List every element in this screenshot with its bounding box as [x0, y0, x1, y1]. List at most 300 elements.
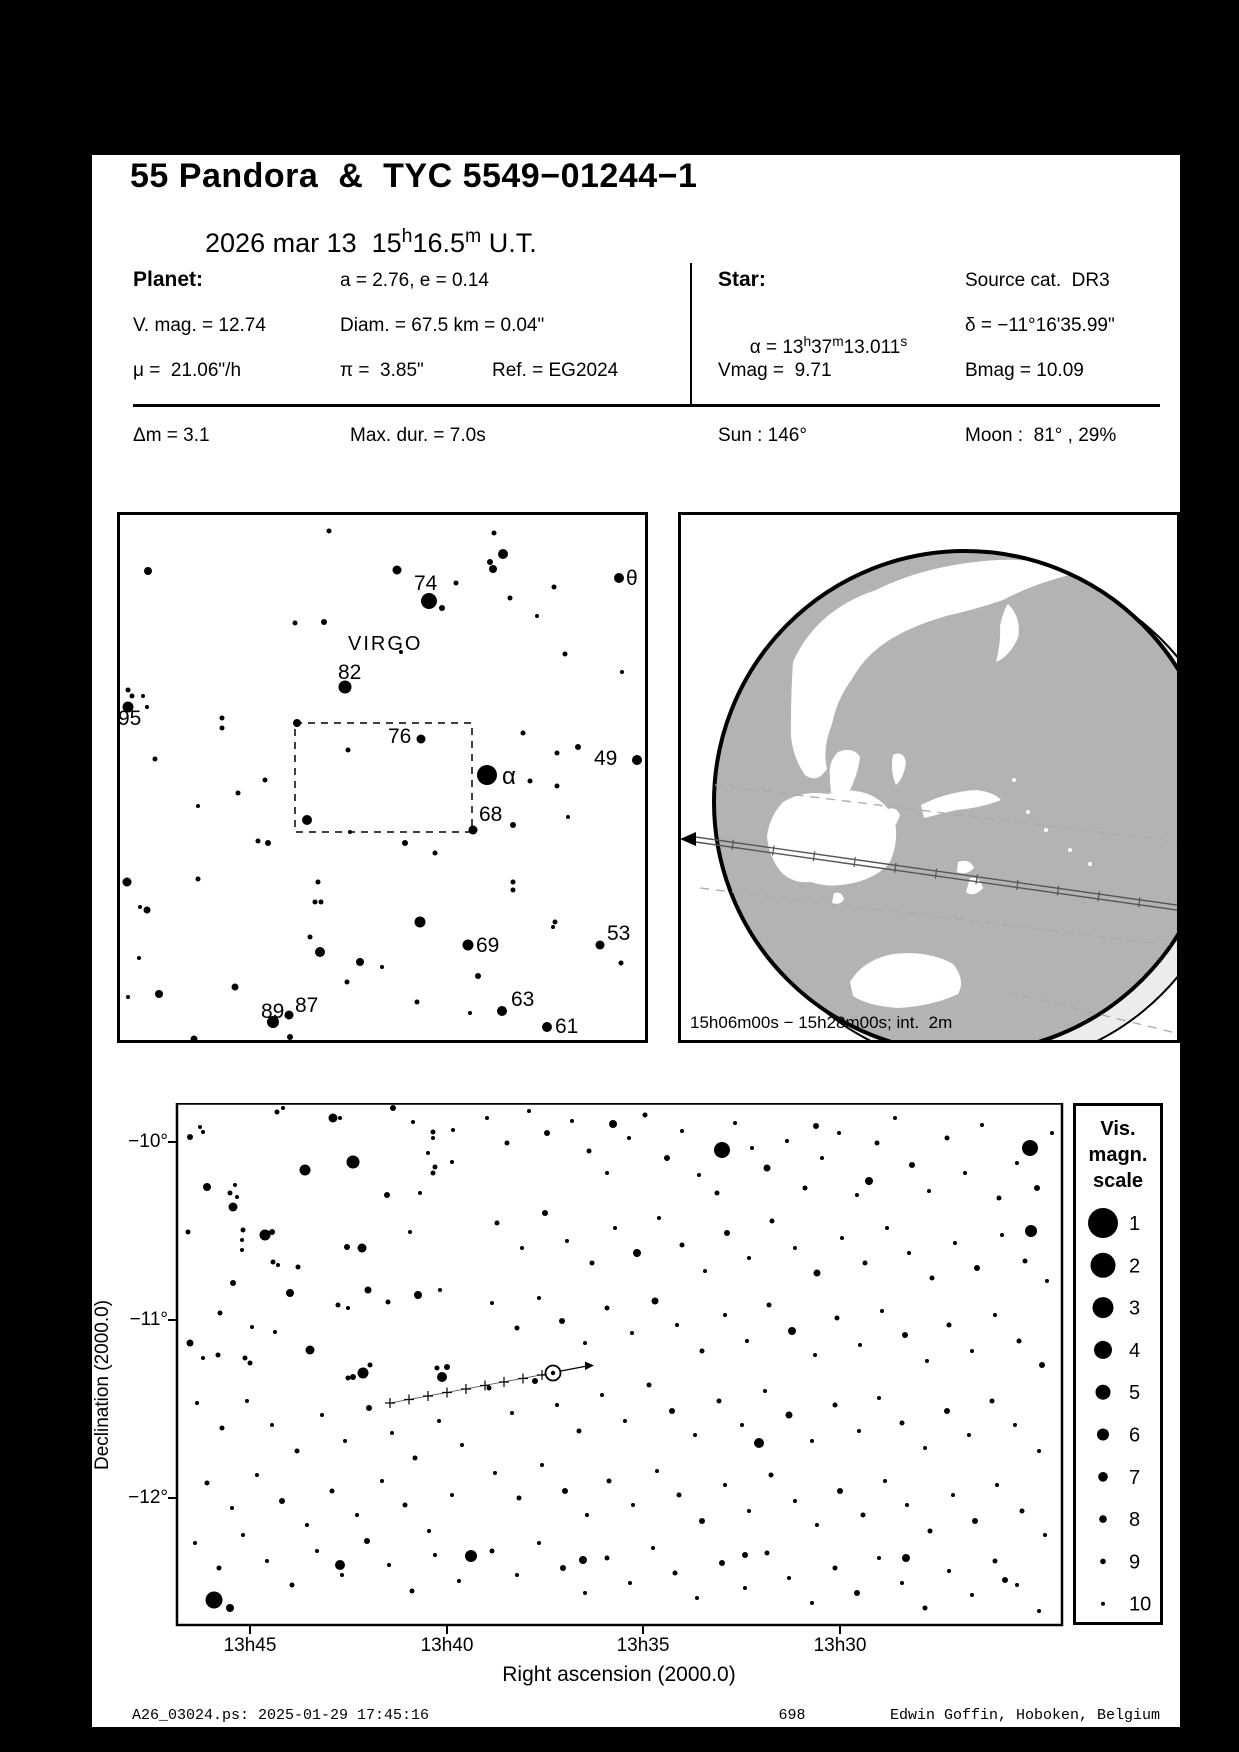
mag-sample-dot	[1101, 1602, 1105, 1606]
star-dot	[475, 973, 481, 979]
x-tick-label: 13h30	[813, 1635, 867, 1656]
field-star	[1034, 1185, 1040, 1191]
field-star	[951, 1493, 955, 1497]
star-dot	[144, 567, 152, 575]
field-star	[697, 1173, 701, 1177]
field-star	[260, 1230, 271, 1241]
mag-sample-label: 10	[1129, 1593, 1152, 1616]
star-dot	[263, 778, 268, 783]
field-star	[426, 1151, 430, 1155]
island	[1026, 810, 1030, 814]
field-star	[647, 1383, 652, 1388]
field-star	[877, 1556, 881, 1560]
field-star	[655, 1469, 659, 1473]
field-star	[669, 1408, 675, 1414]
planet-ref: Ref. = EG2024	[492, 360, 619, 381]
star-dot	[308, 935, 313, 940]
star-dot	[285, 1011, 294, 1020]
ra-part: α = 13	[749, 337, 804, 358]
field-star	[813, 1353, 817, 1357]
minute-sup: m	[465, 225, 482, 248]
star-dot	[552, 585, 557, 590]
field-star	[1015, 1161, 1019, 1165]
mag-sample-label: 8	[1129, 1509, 1141, 1532]
field-star	[1002, 1577, 1008, 1583]
star-label: 49	[594, 747, 618, 770]
field-star	[243, 1356, 248, 1361]
field-star	[583, 1591, 587, 1595]
star-dot	[346, 748, 351, 753]
field-star	[680, 1243, 685, 1248]
planet-mu: μ = 21.06"/h	[133, 360, 242, 381]
field-star	[296, 1265, 301, 1270]
mag-scale-title: scale	[1092, 1170, 1144, 1192]
field-star	[583, 1341, 587, 1345]
field-star	[970, 1349, 974, 1353]
star-dot	[319, 900, 324, 905]
field-star	[815, 1523, 819, 1527]
star-dot	[356, 958, 364, 966]
field-star	[390, 1105, 396, 1111]
y-tick-label: −11°	[129, 1309, 168, 1330]
event-maxdur: Max. dur. = 7.0s	[350, 425, 486, 446]
star-label: 68	[479, 803, 503, 826]
field-star	[750, 1146, 754, 1150]
event-sun: Sun : 146°	[718, 425, 807, 446]
field-star	[315, 1549, 319, 1553]
star-dot	[489, 565, 497, 573]
field-star	[485, 1116, 489, 1120]
star-dot	[144, 907, 151, 914]
y-axis-title: Declination (2000.0)	[92, 1299, 113, 1471]
star-dot	[196, 804, 200, 808]
star-dot	[555, 751, 560, 756]
field-star	[343, 1439, 347, 1443]
field-star	[803, 1186, 808, 1191]
field-star	[902, 1554, 910, 1562]
field-star	[814, 1270, 821, 1277]
hour-sup: h	[401, 225, 413, 248]
field-star	[350, 1374, 356, 1380]
ra-m-sup: m	[832, 334, 844, 350]
field-star	[457, 1579, 461, 1583]
field-star	[673, 1571, 678, 1576]
field-star	[837, 1488, 843, 1494]
field-star	[630, 1331, 634, 1335]
field-star	[579, 1556, 587, 1564]
mag-sample-dot	[1091, 1253, 1116, 1278]
field-star	[187, 1134, 193, 1140]
field-star	[366, 1405, 372, 1411]
field-star	[384, 1192, 390, 1198]
field-star	[902, 1332, 908, 1338]
field-star	[435, 1366, 440, 1371]
field-star	[329, 1114, 338, 1123]
field-star	[245, 1399, 249, 1403]
island	[1068, 848, 1072, 852]
field-star	[562, 1488, 568, 1494]
ra-part: 13.011	[843, 337, 901, 358]
field-star	[993, 1313, 997, 1317]
field-star	[344, 1244, 350, 1250]
field-star	[693, 1433, 697, 1437]
star-dot	[521, 731, 526, 736]
field-star	[833, 1403, 838, 1408]
field-star	[1013, 1423, 1017, 1427]
field-star	[240, 1238, 244, 1242]
field-star	[431, 1171, 436, 1176]
field-star	[990, 1399, 995, 1404]
star-dot	[402, 840, 408, 846]
field-star	[195, 1401, 199, 1405]
mag-sample-label: 3	[1129, 1297, 1141, 1320]
star-dot	[415, 917, 426, 928]
field-star	[763, 1389, 767, 1393]
field-star	[465, 1550, 477, 1562]
mag-sample-dot	[1096, 1385, 1111, 1400]
field-star	[250, 1325, 254, 1329]
star-dot	[511, 880, 516, 885]
field-star	[248, 1361, 253, 1366]
field-star	[217, 1566, 222, 1571]
field-star	[995, 1483, 999, 1487]
planet-orbit: a = 2.76, e = 0.14	[340, 270, 489, 291]
field-star	[724, 1230, 730, 1236]
field-star	[555, 1403, 559, 1407]
star-chart	[117, 512, 648, 1043]
field-star	[664, 1155, 670, 1161]
field-star	[515, 1573, 519, 1577]
field-star	[930, 1276, 935, 1281]
field-star	[347, 1156, 360, 1169]
field-star	[623, 1419, 627, 1423]
field-star	[271, 1260, 276, 1265]
field-star	[306, 1346, 315, 1355]
field-star	[577, 1429, 582, 1434]
field-star	[609, 1120, 617, 1128]
field-star	[532, 1378, 538, 1384]
field-star	[338, 1116, 342, 1120]
star-dot	[510, 822, 516, 828]
field-star	[460, 1443, 464, 1447]
field-star	[505, 1141, 510, 1146]
field-star	[923, 1446, 927, 1450]
star-dot	[542, 1022, 552, 1032]
field-star	[875, 1141, 880, 1146]
field-star	[787, 1576, 791, 1580]
field-star	[923, 1606, 928, 1611]
mag-sample-dot	[1097, 1429, 1109, 1441]
field-star	[861, 1513, 866, 1518]
star-label: 69	[476, 934, 500, 957]
field-star	[767, 1303, 772, 1308]
field-star	[613, 1226, 617, 1230]
field-star	[386, 1300, 391, 1305]
star-chart-border	[119, 514, 647, 1042]
field-star	[346, 1306, 350, 1310]
field-star	[537, 1541, 541, 1545]
field-star	[418, 1191, 422, 1195]
field-star	[835, 1316, 840, 1321]
star-label: 74	[414, 572, 438, 595]
field-star	[972, 1518, 978, 1524]
field-star	[279, 1498, 285, 1504]
field-star	[233, 1183, 237, 1187]
star-dot	[256, 839, 261, 844]
field-star	[527, 1109, 531, 1113]
ra-s-sup: s	[900, 334, 908, 350]
field-star	[403, 1503, 408, 1508]
page-title: 55 Pandora & TYC 5549−01244−1	[130, 157, 698, 195]
mag-sample-label: 4	[1129, 1339, 1141, 1362]
field-star	[788, 1327, 796, 1335]
star-dot	[487, 559, 493, 565]
star-dot	[313, 900, 318, 905]
mag-sample-dot	[1100, 1559, 1106, 1565]
field-star	[993, 1559, 998, 1564]
field-star	[980, 1123, 984, 1127]
field-star	[628, 1581, 632, 1585]
field-star	[925, 1359, 929, 1363]
field-star	[364, 1538, 370, 1544]
field-star	[743, 1586, 747, 1590]
star-dot	[196, 877, 201, 882]
field-star	[255, 1473, 259, 1477]
field-star	[695, 1596, 699, 1600]
field-star	[1000, 1233, 1004, 1237]
field-star	[944, 1408, 950, 1414]
field-star	[281, 1106, 285, 1110]
field-star	[560, 1565, 566, 1571]
field-star	[715, 1191, 720, 1196]
star-dot	[551, 925, 555, 929]
star-label: θ	[626, 567, 638, 590]
star-label: α	[502, 763, 516, 790]
field-star	[742, 1552, 748, 1558]
planet-diam: Diam. = 67.5 km = 0.04"	[340, 315, 545, 336]
field-star	[605, 1556, 610, 1561]
field-star	[675, 1323, 679, 1327]
field-star	[600, 1393, 604, 1397]
field-star	[820, 1156, 824, 1160]
field-star	[273, 1330, 277, 1334]
field-star	[740, 1423, 744, 1427]
mag-sample-label: 5	[1129, 1382, 1141, 1405]
field-star	[893, 1116, 897, 1120]
field-star	[427, 1529, 431, 1533]
field-star	[286, 1289, 294, 1297]
field-star	[1043, 1533, 1047, 1537]
field-star	[368, 1363, 373, 1368]
field-star	[275, 1110, 280, 1115]
star-dot	[417, 735, 426, 744]
star-dot	[415, 1000, 420, 1005]
star-dot	[596, 941, 605, 950]
star-dot	[155, 990, 163, 998]
field-star	[218, 1311, 223, 1316]
star-dot	[321, 619, 327, 625]
field-star	[228, 1191, 233, 1196]
planet-vmag: V. mag. = 12.74	[133, 315, 266, 336]
field-star	[1037, 1609, 1041, 1613]
star-dot	[287, 1034, 293, 1040]
field-star	[785, 1139, 789, 1143]
field-star	[1037, 1449, 1041, 1453]
star-label: 82	[338, 661, 362, 684]
field-star	[216, 1353, 221, 1358]
mag-sample-dot	[1099, 1515, 1107, 1523]
field-star	[201, 1356, 205, 1360]
ra-h-sup: h	[803, 334, 812, 350]
field-star	[336, 1303, 341, 1308]
target-star-dot	[551, 1371, 555, 1375]
field-star	[754, 1438, 764, 1448]
field-star	[786, 1412, 793, 1419]
field-star	[226, 1604, 234, 1612]
field-star	[565, 1239, 569, 1243]
field-star	[810, 1601, 814, 1605]
field-star	[450, 1493, 454, 1497]
star-label: 61	[555, 1015, 579, 1038]
mag-sample-label: 2	[1129, 1255, 1141, 1278]
star-dot	[575, 744, 581, 750]
field-star	[733, 1121, 737, 1125]
field-star	[905, 1503, 909, 1507]
field-star	[719, 1560, 725, 1566]
mag-sample-label: 6	[1129, 1424, 1141, 1447]
star-dot	[454, 581, 459, 586]
mag-sample-label: 7	[1129, 1466, 1141, 1489]
star-dot	[508, 596, 513, 601]
star-dot	[345, 980, 350, 985]
star-label: 53	[607, 922, 631, 945]
field-star	[437, 1372, 447, 1382]
ra-part: 37	[811, 337, 833, 358]
field-star	[1022, 1140, 1038, 1156]
field-star	[520, 1246, 524, 1250]
field-star	[241, 1228, 246, 1233]
field-star	[437, 1419, 441, 1423]
magnitude-scale	[1073, 1103, 1163, 1625]
field-star	[201, 1130, 205, 1134]
field-star	[290, 1583, 295, 1588]
star-bmag: Bmag = 10.09	[965, 360, 1084, 381]
field-star	[220, 1426, 225, 1431]
field-star	[833, 1566, 838, 1571]
field-star	[265, 1559, 269, 1563]
field-star	[997, 1196, 1002, 1201]
field-star	[186, 1230, 191, 1235]
mag-sample-label: 1	[1129, 1213, 1141, 1235]
field-star	[747, 1256, 751, 1260]
star-dot	[498, 549, 508, 559]
star-dot	[468, 1011, 472, 1015]
field-star	[305, 1523, 309, 1527]
field-star	[900, 1581, 904, 1585]
y-tick-label: −12°	[128, 1487, 168, 1508]
field-star	[585, 1513, 589, 1517]
field-star	[607, 1479, 612, 1484]
field-star	[355, 1513, 359, 1517]
field-star	[793, 1246, 797, 1250]
field-star	[700, 1349, 705, 1354]
star-dot	[511, 888, 516, 893]
field-star	[431, 1136, 435, 1140]
field-star	[970, 1593, 974, 1597]
field-star	[444, 1364, 450, 1370]
star-dot	[563, 652, 568, 657]
field-star	[1050, 1131, 1054, 1135]
field-star	[346, 1376, 351, 1381]
star-label: 95	[118, 707, 142, 730]
star-label: 87	[295, 994, 319, 1017]
prediction-page	[92, 155, 1180, 1727]
field-star	[627, 1136, 631, 1140]
field-star	[907, 1251, 911, 1255]
field-star	[390, 1431, 394, 1435]
date-part: 16.5	[412, 228, 466, 258]
footer-author: Edwin Goffin, Hoboken, Belgium	[889, 1707, 1160, 1724]
star-dot	[191, 1036, 198, 1043]
field-star	[205, 1481, 210, 1486]
field-star	[643, 1113, 648, 1118]
star-dot	[153, 757, 158, 762]
field-star	[570, 1119, 574, 1123]
field-star	[495, 1221, 500, 1226]
star-dot	[469, 826, 478, 835]
field-star	[517, 1496, 522, 1501]
field-star	[855, 1193, 859, 1197]
field-star	[723, 1483, 727, 1487]
field-star	[947, 1323, 952, 1328]
field-star	[451, 1128, 455, 1132]
star-dot	[137, 956, 141, 960]
field-star	[358, 1368, 369, 1379]
field-star	[723, 1313, 727, 1317]
mag-sample-dot	[1094, 1341, 1112, 1359]
field-star	[605, 1171, 609, 1175]
field-star	[515, 1326, 520, 1331]
field-star	[770, 1219, 775, 1224]
field-star	[652, 1298, 659, 1305]
field-star	[945, 1136, 950, 1141]
field-star	[764, 1165, 771, 1172]
field-star	[813, 1123, 819, 1129]
star-dot	[141, 694, 145, 698]
star-dot	[232, 984, 239, 991]
star-vmag: Vmag = 9.71	[718, 360, 832, 381]
field-star	[269, 1229, 275, 1235]
x-tick-label: 13h45	[223, 1635, 277, 1656]
field-star	[657, 1216, 661, 1220]
field-star	[198, 1125, 202, 1129]
field-star	[703, 1269, 707, 1273]
field-star	[414, 1291, 422, 1299]
field-star	[193, 1541, 197, 1545]
star-dot	[528, 779, 533, 784]
star-dot	[421, 593, 437, 609]
finder-border	[177, 1104, 1062, 1626]
mag-sample-label: 9	[1129, 1551, 1141, 1574]
star-dot	[566, 815, 570, 819]
field-star	[590, 1261, 595, 1266]
field-star	[854, 1590, 860, 1596]
field-star	[542, 1210, 548, 1216]
mag-sample-dot	[1093, 1297, 1114, 1318]
field-star	[537, 1296, 541, 1300]
date-part: U.T.	[481, 228, 537, 258]
field-star	[490, 1549, 495, 1554]
